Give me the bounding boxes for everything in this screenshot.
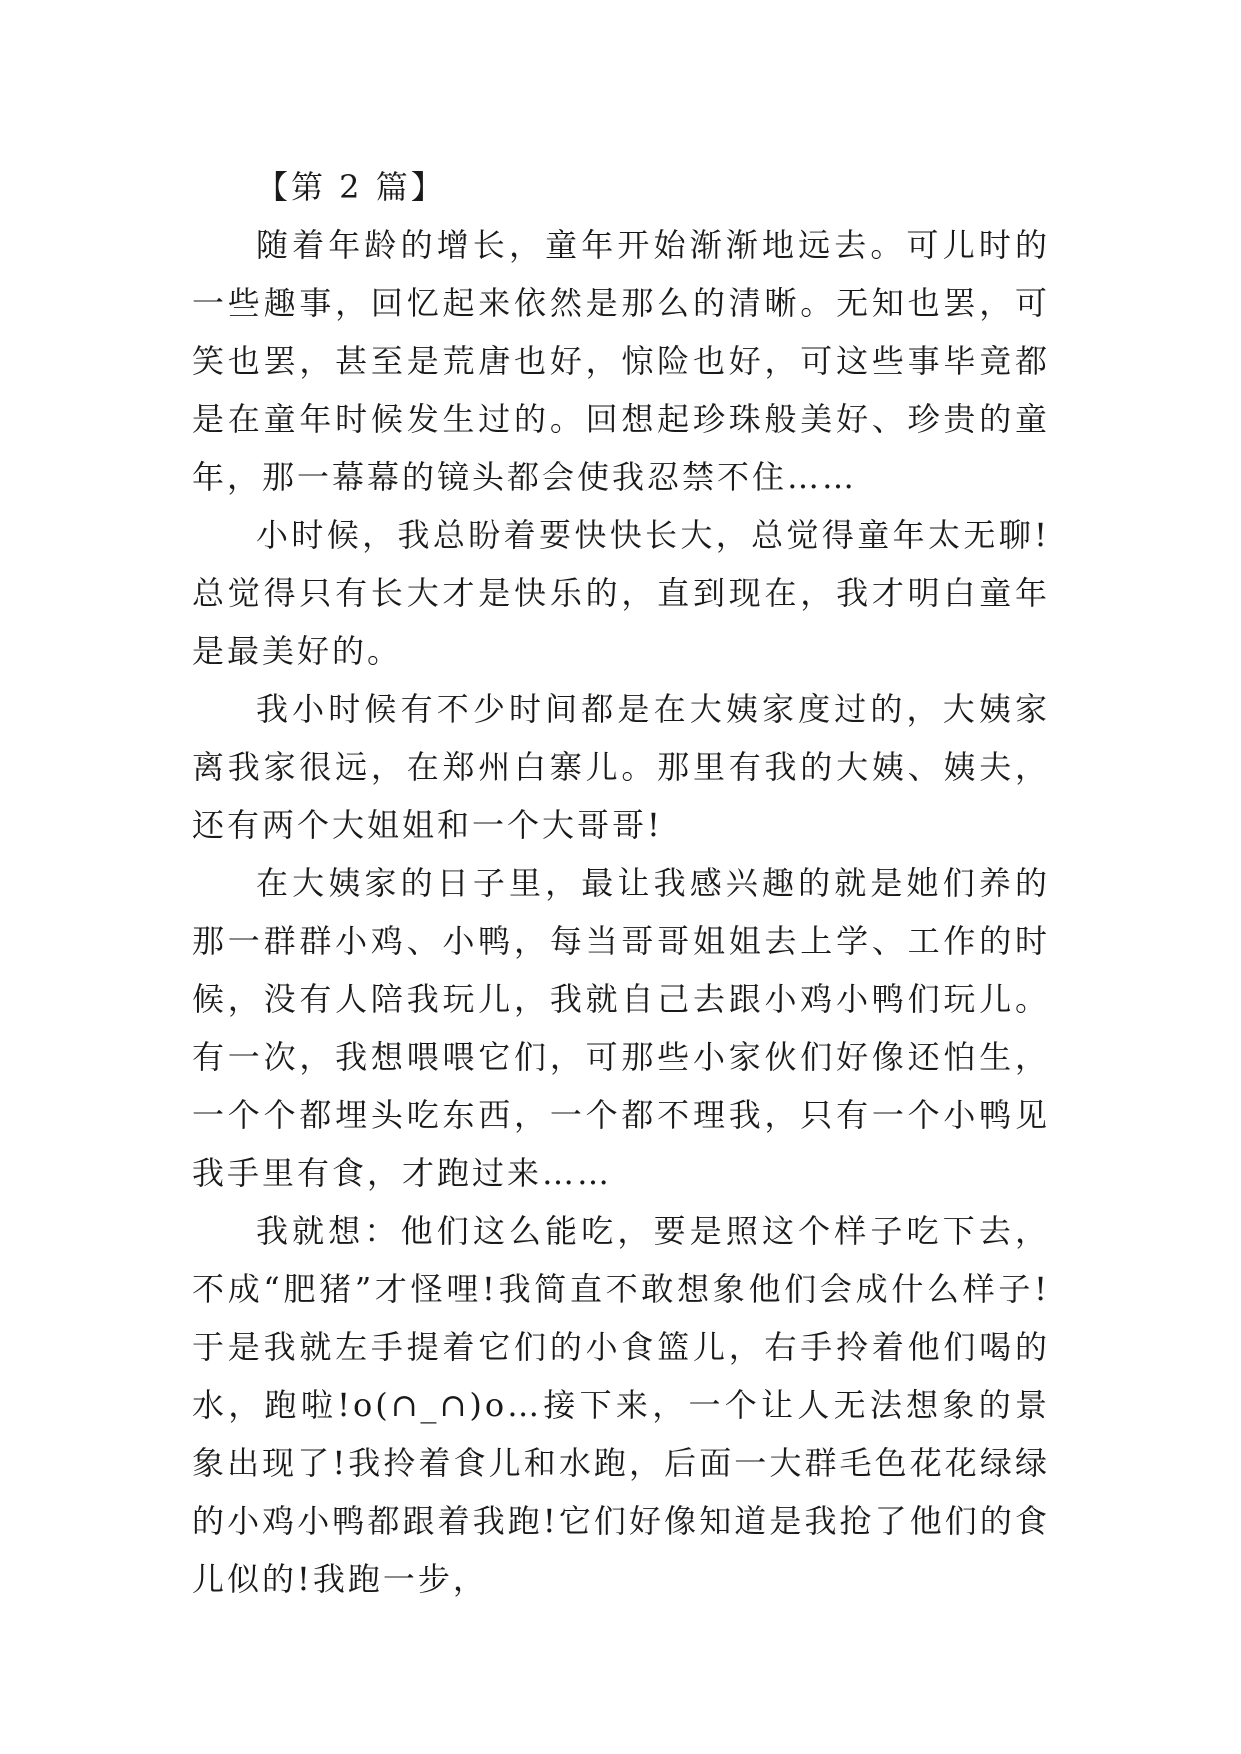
paragraph-4: 在大姨家的日子里，最让我感兴趣的就是她们养的那一群群小鸡、小鸭，每当哥哥姐姐去上学、工作的时候，没有人陪我玩儿，我就自己去跟小鸡小鸭们玩儿。有一次，我想喂喂它们，可那些小家伙们好像还怕生，一个个都埋头吃东西，一个都不理我，只有一个小鸭见我手里有食，才跑过来……: [192, 864, 1050, 1192]
paragraph-1: 随着年龄的增长，童年开始渐渐地远去。可儿时的一些趣事，回忆起来依然是那么的清晰。无知也罢，可笑也罢，甚至是荒唐也好，惊险也好，可这些事毕竟都是在童年时候发生过的。回想起珍珠般美好、珍贵的童年，那一幕幕的镜头都会使我忍禁不住……: [192, 226, 1050, 496]
section-heading: 【第 2 篇】: [256, 168, 446, 206]
paragraph-3: 我小时候有不少时间都是在大姨家度过的，大姨家离我家很远，在郑州白寨儿。那里有我的大姨、姨夫，还有两个大姐姐和一个大哥哥!: [192, 690, 1050, 844]
paragraph-2: 小时候，我总盼着要快快长大，总觉得童年太无聊!总觉得只有长大才是快乐的，直到现在，我才明白童年是最美好的。: [192, 516, 1050, 670]
document-body: [192, 158, 1050, 1608]
paragraph-5: 我就想：他们这么能吃，要是照这个样子吃下去，不成“肥猪”才怪哩!我简直不敢想象他们会成什么样子!于是我就左手提着它们的小食篮儿，右手拎着他们喝的水，跑啦!o(∩_∩)o…接下来，一个让人无法想象的景象出现了!我拎着食儿和水跑，后面一大群毛色花花绿绿的小鸡小鸭都跟着我跑!它们好像知道是我抢了他们的食儿似的!我跑一步，: [192, 1212, 1050, 1598]
